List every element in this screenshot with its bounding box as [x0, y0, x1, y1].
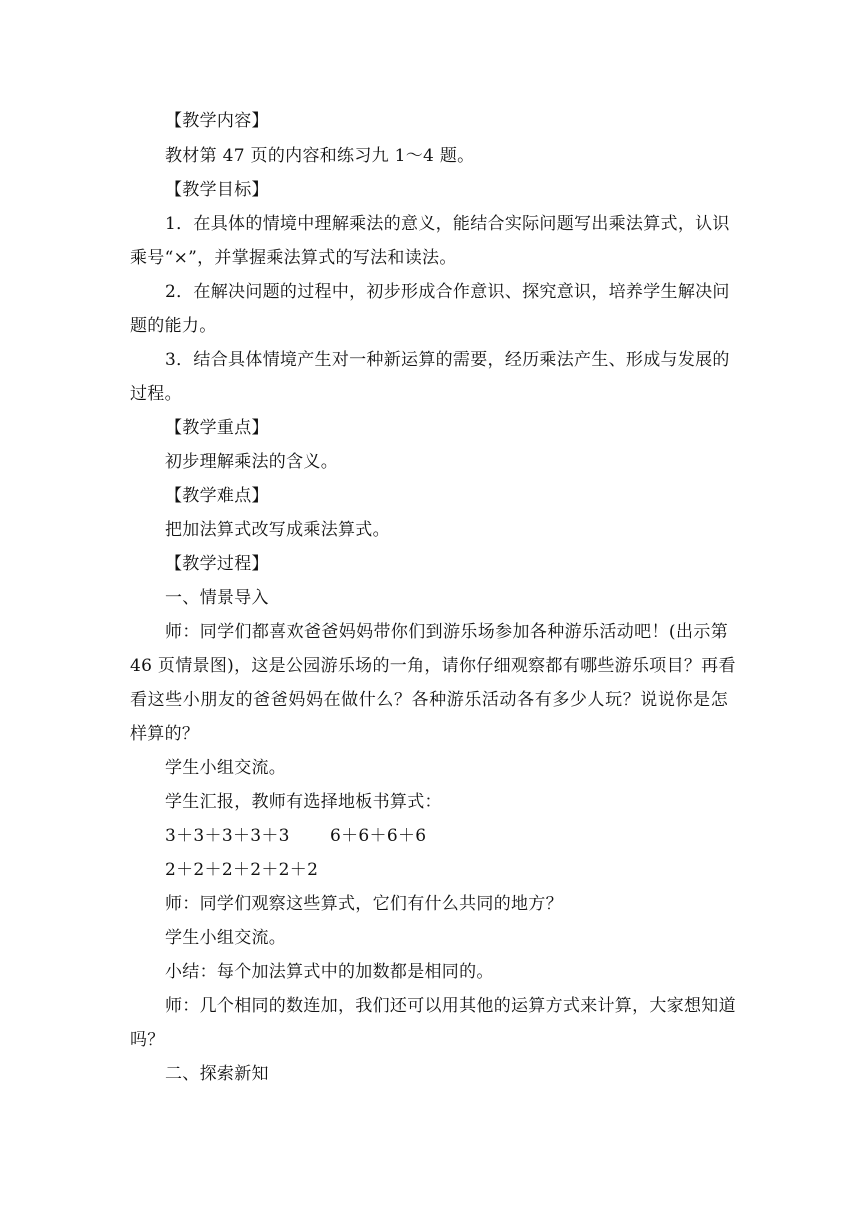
section-2-heading: 二、探索新知 — [165, 1064, 269, 1084]
teacher-2: 师：同学们观察这些算式，它们有什么共同的地方？ — [165, 894, 563, 914]
heading-teaching-goals: 【教学目标】 — [165, 180, 269, 200]
goal-3-line-2: 过程。 — [130, 384, 182, 404]
student-discussion-1: 学生小组交流。 — [165, 758, 287, 778]
heading-teaching-difficulty: 【教学难点】 — [165, 486, 269, 506]
student-discussion-2: 学生小组交流。 — [165, 928, 287, 948]
goal-2-line-2: 题的能力。 — [130, 316, 217, 336]
student-report: 学生汇报，教师有选择地板书算式： — [165, 792, 442, 812]
key-point-text: 初步理解乘法的含义。 — [165, 452, 338, 472]
heading-teaching-process: 【教学过程】 — [165, 554, 269, 574]
goal-1-line-2: 乘号“×”，并掌握乘法算式的写法和读法。 — [130, 248, 457, 268]
teacher-3-line-2: 吗？ — [130, 1030, 165, 1050]
heading-teaching-content: 【教学内容】 — [165, 111, 269, 131]
equation-3: 2＋2＋2＋2＋2＋2 — [165, 860, 319, 880]
teacher-1-line-4: 样算的？ — [130, 724, 200, 744]
teacher-1-line-1: 师：同学们都喜欢爸爸妈妈带你们到游乐场参加各种游乐活动吧！(出示第 — [165, 622, 728, 642]
goal-1-line-1: 1．在具体的情境中理解乘法的意义，能结合实际问题写出乘法算式，认识 — [165, 214, 730, 234]
heading-teaching-key-point: 【教学重点】 — [165, 418, 269, 438]
goal-2-line-1: 2．在解决问题的过程中，初步形成合作意识、探究意识，培养学生解决问 — [165, 282, 730, 302]
difficulty-text: 把加法算式改写成乘法算式。 — [165, 520, 390, 540]
equation-2: 6＋6＋6＋6 — [330, 826, 427, 846]
equation-1: 3＋3＋3＋3＋3 — [165, 826, 290, 846]
teacher-3-line-1: 师：几个相同的数连加，我们还可以用其他的运算方式来计算，大家想知道 — [165, 996, 736, 1016]
content-text: 教材第 47 页的内容和练习九 1～4 题。 — [165, 146, 475, 166]
teacher-1-line-2: 46 页情景图)，这是公园游乐场的一角，请你仔细观察都有哪些游乐项目？再看 — [130, 656, 736, 676]
teacher-1-line-3: 看这些小朋友的爸爸妈妈在做什么？各种游乐活动各有多少人玩？说说你是怎 — [130, 690, 728, 710]
section-1-heading: 一、情景导入 — [165, 588, 269, 608]
goal-3-line-1: 3．结合具体情境产生对一种新运算的需要，经历乘法产生、形成与发展的 — [165, 350, 730, 370]
summary: 小结：每个加法算式中的加数都是相同的。 — [165, 962, 494, 982]
equation-row-1 — [165, 824, 290, 848]
